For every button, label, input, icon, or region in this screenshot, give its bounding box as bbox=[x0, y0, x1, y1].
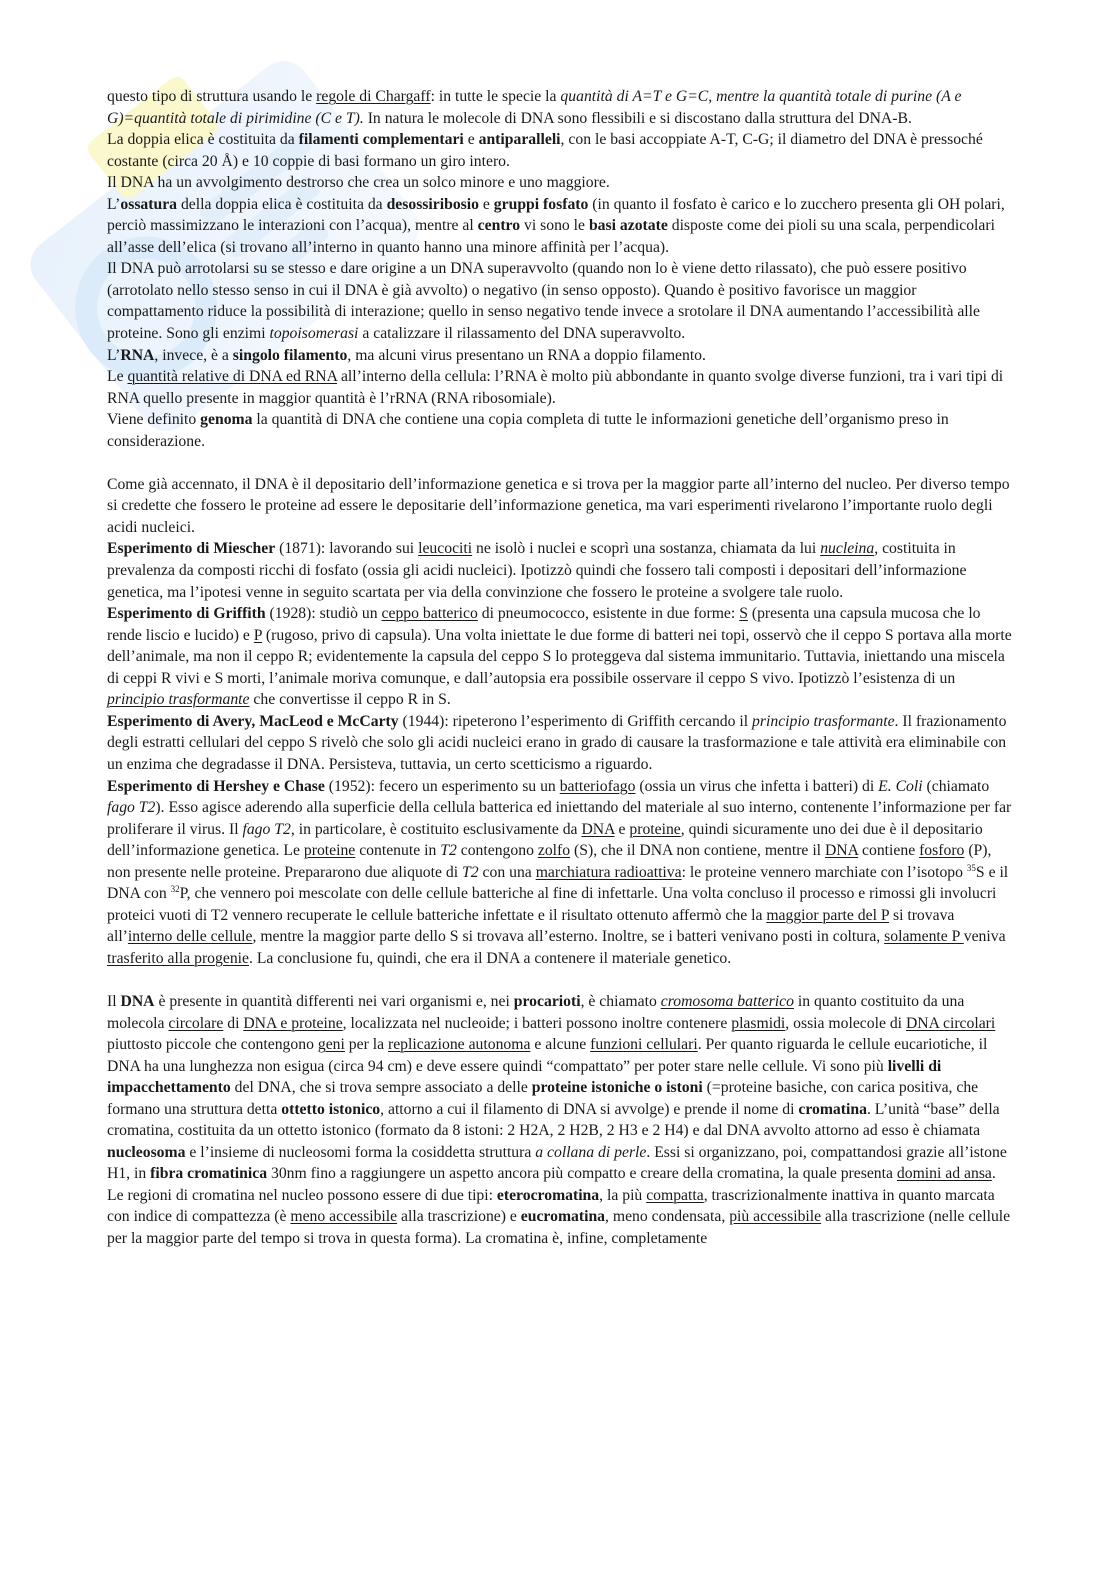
bold-term: RNA bbox=[120, 346, 155, 364]
text: (presenta una capsula mucosa che lo rende liscio e lucido) e bbox=[107, 605, 981, 644]
paragraph-winding bbox=[107, 172, 1012, 194]
bold-term: Esperimento di Avery, MacLeod e McCarty bbox=[107, 712, 399, 730]
underlined-term: plasmidi bbox=[731, 1014, 786, 1032]
underlined-italic-term: nucleina bbox=[820, 540, 875, 558]
text: (chiamato bbox=[922, 777, 990, 795]
underlined-italic-term: principio trasformante bbox=[107, 691, 250, 709]
text: e l’insieme di nucleosomi forma la cosiddetta struttura bbox=[185, 1143, 536, 1161]
text: , trascrizionalmente inattiva in quanto marcata con indice di compattezza (è bbox=[107, 1186, 995, 1226]
text: (in quanto il fosfato è carico e lo zucchero presenta gli OH polari, perciò massimizzano le interazioni con l’acqua), mentre al bbox=[107, 195, 1005, 235]
paragraph-double-helix bbox=[107, 129, 1012, 172]
text: (1944): ripeterono l’esperimento di Griffith cercando il bbox=[398, 712, 753, 730]
underlined-term: più accessibile bbox=[729, 1208, 822, 1226]
paragraph-relative-quantities bbox=[107, 366, 1012, 409]
underlined-term: funzioni cellulari bbox=[590, 1036, 698, 1054]
underlined-term: trasferito alla progenie bbox=[107, 949, 249, 967]
text: Il DNA ha un avvolgimento destrorso che crea un solco minore e uno maggiore. bbox=[107, 174, 610, 192]
text: . Per quanto riguarda le cellule eucariotiche, il DNA ha una lunghezza non esigua (circa 94 cm) e deve essere quindi “compattato” per poter stare nelle cellule. Vi sono più bbox=[107, 1036, 988, 1075]
text: , quindi sicuramente uno dei due è il depositario dell’informazione genetica. Le bbox=[107, 820, 983, 860]
bold-term: basi azotate bbox=[588, 217, 668, 235]
text: si trovava all’ bbox=[107, 906, 955, 946]
text: questo tipo di struttura usando le bbox=[107, 88, 317, 105]
underlined-italic-term: cromosoma batterico bbox=[660, 992, 794, 1010]
text: (S), che il DNA non contiene, mentre il bbox=[570, 842, 825, 860]
bold-term: Esperimento di Griffith bbox=[107, 605, 266, 623]
text: che convertisse il ceppo R in S. bbox=[249, 691, 451, 709]
text: , costituita in prevalenza da composti ricchi di fosfato (ossia gli acidi nucleici). Ipotizzò quindi che fossero tali composti i depositari dell’informazione genetica, ma l’ipotesi venne in seguito scartata per via della convinzione che fossero le proteine a svolgere tale ruolo. bbox=[107, 540, 967, 601]
text: e bbox=[478, 195, 494, 213]
text: , attorno a cui il filamento di DNA si avvolge) e prende il nome di bbox=[380, 1100, 799, 1118]
text: per la bbox=[344, 1036, 388, 1054]
text: veniva bbox=[963, 928, 1006, 946]
text: . La conclusione fu, quindi, che era il DNA a contenere il materiale genetico. bbox=[249, 949, 732, 967]
text: ). Esso agisce aderendo alla superficie della cellula batterica ed iniettando del materiale al suo interno, contenente l’informazione per far proliferare il virus. Il bbox=[107, 799, 1012, 838]
italic-term: topoisomerasi bbox=[269, 325, 359, 343]
underlined-term: circolare bbox=[168, 1014, 224, 1032]
italic-term: E. Coli bbox=[878, 777, 923, 795]
bold-term: desossiribosio bbox=[386, 195, 479, 213]
text: di bbox=[223, 1014, 244, 1032]
isotope-superscript: 35 bbox=[966, 862, 976, 873]
bold-term: livelli di impacchettamento bbox=[107, 1057, 942, 1097]
text: , è chiamato bbox=[580, 992, 661, 1010]
text: . L’unità “base” della cromatina, costituita da un ottetto istonico (formato da 8 istoni: 2 H2A, 2 H2B, 2 H3 e 2 H4) e dal DNA avvolto attorno ad esso è chiamata bbox=[107, 1100, 1000, 1140]
text: e bbox=[463, 131, 479, 149]
text: 30nm fino a raggiungere un aspetto ancora più compatto e creare della cromatina, la quale presenta bbox=[267, 1165, 897, 1183]
paragraph-avery bbox=[107, 711, 1012, 776]
paragraph-hershey-chase bbox=[107, 776, 1012, 970]
italic-term: T2 bbox=[440, 842, 457, 860]
paragraph-genome bbox=[107, 409, 1012, 452]
bold-term: procarioti bbox=[513, 992, 581, 1010]
text: , meno condensata, bbox=[605, 1208, 730, 1226]
text: (rugoso, privo di capsula). Una volta iniettate le due forme di batteri nei topi, osservò che il ceppo S portava alla morte dell’animale, ma non il ceppo R; evidentemente la capsula del ceppo S lo proteggeva dal sistema immunitario. Tuttavia, iniettando una miscela di ceppi R vivi e S morti, l’animale moriva comunque, e dall’autopsia era possibile osservare il ceppo S vivo. Ipotizzò l’esistenza di un bbox=[107, 626, 1012, 687]
bold-term: eucromatina bbox=[520, 1208, 606, 1226]
text: e alcune bbox=[530, 1036, 591, 1054]
bold-term: proteine istoniche o istoni bbox=[531, 1079, 703, 1097]
underlined-term: P bbox=[253, 626, 262, 644]
underlined-term: solamente P bbox=[884, 928, 964, 946]
text: In natura le molecole di DNA sono flessibili e si discostano dalla struttura del DNA-B. bbox=[363, 109, 912, 127]
text: P, che vennero poi mescolate con delle cellule batteriche al fine di infettarle. Una volta concluso il processo e rimossi gli involucri proteici vuoti di T2 vennero recuperate le cellule batteriche infettate e il risultato ottenuto affermò che la bbox=[107, 885, 997, 924]
underlined-term: leucociti bbox=[418, 540, 473, 558]
underlined-term: DNA bbox=[581, 820, 615, 838]
underlined-term: replicazione autonoma bbox=[388, 1036, 531, 1054]
text: contengono bbox=[456, 842, 538, 860]
paragraph-backbone bbox=[107, 194, 1012, 259]
text: Le bbox=[107, 368, 128, 386]
bold-term: ossatura bbox=[120, 195, 178, 213]
text: , ossia molecole di bbox=[785, 1014, 906, 1032]
underlined-term: ceppo batterico bbox=[381, 605, 478, 623]
underlined-term: quantità relative di DNA ed RNA bbox=[127, 368, 338, 386]
text: all’interno della cellula: l’RNA è molto più abbondante in quanto svolge diverse funzioni, tra i vari tipi di RNA quello presente in maggior quantità è l’rRNA (RNA ribosomiale). bbox=[107, 368, 1004, 407]
text: Viene definito bbox=[107, 411, 201, 429]
italic-term: quantità di A=T e G=C, mentre la quantità totale di purine (A e G)=quantità totale di pirimidine (C e T). bbox=[107, 88, 962, 127]
text: della doppia elica è costituita da bbox=[177, 195, 387, 213]
underlined-term: proteine bbox=[629, 820, 681, 838]
underlined-term: marchiatura radioattiva bbox=[535, 863, 682, 881]
italic-term: T2 bbox=[462, 863, 479, 881]
text: (ossia un virus che infetta i batteri) di bbox=[635, 777, 879, 795]
paragraph-chargaff bbox=[107, 86, 1012, 129]
paragraph-intro-experiments bbox=[107, 474, 1012, 539]
text: : le proteine vennero marchiate con l’isotopo bbox=[681, 863, 967, 881]
underlined-term: proteine bbox=[303, 842, 356, 860]
bold-term: nucleosoma bbox=[107, 1143, 186, 1161]
text: S e il DNA con bbox=[107, 863, 1009, 903]
text: L’ bbox=[107, 346, 121, 364]
text: vi sono le bbox=[520, 217, 589, 235]
text: disposte come dei pioli su una scala, perpendicolari all’asse dell’elica (si trovano all’interno in quanto hanno una minore affinità per l’acqua). bbox=[107, 217, 995, 256]
text: , invece, è a bbox=[154, 346, 233, 364]
text: La doppia elica è costituita da bbox=[107, 131, 299, 149]
text: la quantità di DNA che contiene una copia completa di tutte le informazioni genetiche dell’organismo preso in considerazione. bbox=[107, 411, 949, 450]
underlined-term: compatta bbox=[646, 1186, 704, 1204]
paragraph-chromatin bbox=[107, 991, 1012, 1250]
text: (=proteine basiche, con carica positiva, che formano una struttura detta bbox=[107, 1079, 979, 1118]
text: (1871): lavorando sui bbox=[275, 540, 419, 558]
text: : in tutte le specie la bbox=[430, 88, 561, 105]
paragraph-spacer bbox=[107, 452, 1012, 474]
text: con una bbox=[478, 863, 536, 881]
bold-term: fibra cromatinica bbox=[150, 1165, 268, 1183]
text: a catalizzare il rilassamento del DNA superavvolto. bbox=[358, 325, 686, 343]
italic-term: principio trasformante bbox=[752, 712, 895, 730]
underlined-term: DNA e proteine bbox=[243, 1014, 343, 1032]
text: , mentre la maggior parte dello S si trovava all’esterno. Inoltre, se i batteri venivano posti in coltura, bbox=[252, 928, 885, 946]
bold-term: gruppi fosfato bbox=[493, 195, 589, 213]
bold-term: Esperimento di Hershey e Chase bbox=[107, 777, 325, 795]
text: alla trascrizione) e bbox=[397, 1208, 521, 1226]
text: contiene bbox=[858, 842, 920, 860]
text: (1952): fecero un esperimento su un bbox=[324, 777, 560, 795]
text: , localizzata nel nucleoide; i batteri possono inoltre contenere bbox=[342, 1014, 732, 1032]
bold-term: antiparalleli bbox=[478, 131, 561, 149]
text: Come già accennato, il DNA è il depositario dell’informazione genetica e si trova per la maggior parte all’interno del nucleo. Per diverso tempo si credette che fossero le proteine ad essere le depositarie dell’informazione genetica, ma vari esperimenti rivelarono l’importante ruolo degli acidi nucleici. bbox=[107, 475, 1010, 536]
text: . Essi si organizzano, poi, compattandosi grazie all’istone H1, in bbox=[107, 1143, 1007, 1183]
text: contenute in bbox=[355, 842, 441, 860]
underlined-term: batteriofago bbox=[559, 777, 636, 795]
paragraph-miescher bbox=[107, 538, 1012, 603]
text: del DNA, che si trova sempre associato a delle bbox=[230, 1079, 532, 1097]
text: Il bbox=[107, 992, 121, 1010]
isotope-superscript: 32 bbox=[170, 884, 180, 895]
text: (P), non presente nelle proteine. Prepararono due aliquote di bbox=[107, 842, 992, 881]
underlined-term: DNA circolari bbox=[905, 1014, 996, 1032]
bold-term: Esperimento di Miescher bbox=[107, 540, 276, 558]
text: e bbox=[614, 820, 630, 838]
italic-term: fago T2 bbox=[242, 820, 291, 838]
text: alla trascrizione (nelle cellule per la maggior parte del tempo si trova in questa forma). La cromatina è, infine, completamente bbox=[107, 1208, 1011, 1247]
paragraph-griffith bbox=[107, 603, 1012, 711]
paragraph-supercoiling bbox=[107, 258, 1012, 344]
text: ne isolò i nuclei e scoprì una sostanza, chiamata da lui bbox=[472, 540, 821, 558]
underlined-term: regole di Chargaff bbox=[316, 88, 431, 105]
bold-term: singolo filamento bbox=[232, 346, 348, 364]
text: piuttosto piccole che contengono bbox=[107, 1036, 318, 1054]
text: , ma alcuni virus presentano un RNA a doppio filamento. bbox=[347, 346, 706, 364]
underlined-term: DNA bbox=[824, 842, 859, 860]
underlined-term: maggior parte del P bbox=[766, 906, 890, 924]
underlined-term: zolfo bbox=[537, 842, 571, 860]
text: L’ bbox=[107, 195, 121, 213]
underlined-term: S bbox=[739, 605, 748, 623]
text: (1928): studiò un bbox=[265, 605, 382, 623]
text: . Le regioni di cromatina nel nucleo possono essere di due tipi: bbox=[107, 1165, 996, 1204]
text: . Il frazionamento degli estratti cellulari del ceppo S rivelò che solo gli acidi nucleici erano in grado di causare la trasformazione e tale attività era eliminabile con un enzima che degradasse il DNA. Persisteva, tuttavia, un certo scetticismo a riguardo. bbox=[107, 712, 1007, 773]
underlined-term: fosforo bbox=[919, 842, 965, 860]
underlined-term: domini ad ansa bbox=[896, 1165, 992, 1183]
bold-term: cromatina bbox=[798, 1100, 867, 1118]
paragraph-rna bbox=[107, 345, 1012, 367]
text: è presente in quantità differenti nei vari organismi e, nei bbox=[154, 992, 514, 1010]
text: Il DNA può arrotolarsi su se stesso e dare origine a un DNA superavvolto (quando non lo è viene detto rilassato), che può essere positivo (arrotolato nello stesso senso in cui il DNA è già avvolto) o negativo (in senso opposto). Quando è positivo favorisce un maggior compattamento riduce la possibilità di interazione; quello in senso negativo tende invece a srotolare il DNA aumentando l’accessibilità alle proteine. Sono gli enzimi bbox=[107, 260, 980, 343]
italic-term: fago T2 bbox=[107, 799, 156, 817]
bold-term: centro bbox=[477, 217, 521, 235]
bold-term: eterocromatina bbox=[496, 1186, 600, 1204]
text: di pneumococco, esistente in due forme: bbox=[477, 605, 740, 623]
bold-term: filamenti complementari bbox=[298, 131, 464, 149]
paragraph-spacer bbox=[107, 969, 1012, 991]
document-body bbox=[107, 86, 1012, 1250]
bold-term: ottetto istonico bbox=[281, 1100, 381, 1118]
underlined-term: geni bbox=[317, 1036, 345, 1054]
text: , in particolare, è costituito esclusivamente da bbox=[290, 820, 582, 838]
text: , la più bbox=[599, 1186, 647, 1204]
underlined-term: meno accessibile bbox=[290, 1208, 398, 1226]
italic-term: a collana di perle bbox=[535, 1143, 647, 1161]
bold-term: DNA bbox=[120, 992, 155, 1010]
text: , con le basi accoppiate A-T, C-G; il diametro del DNA è pressoché costante (circa 20 Å) e 10 coppie di basi formano un giro intero. bbox=[107, 131, 983, 170]
underlined-term: interno delle cellule bbox=[127, 928, 253, 946]
bold-term: genoma bbox=[200, 411, 253, 429]
text: in quanto costituito da una molecola bbox=[107, 992, 965, 1032]
